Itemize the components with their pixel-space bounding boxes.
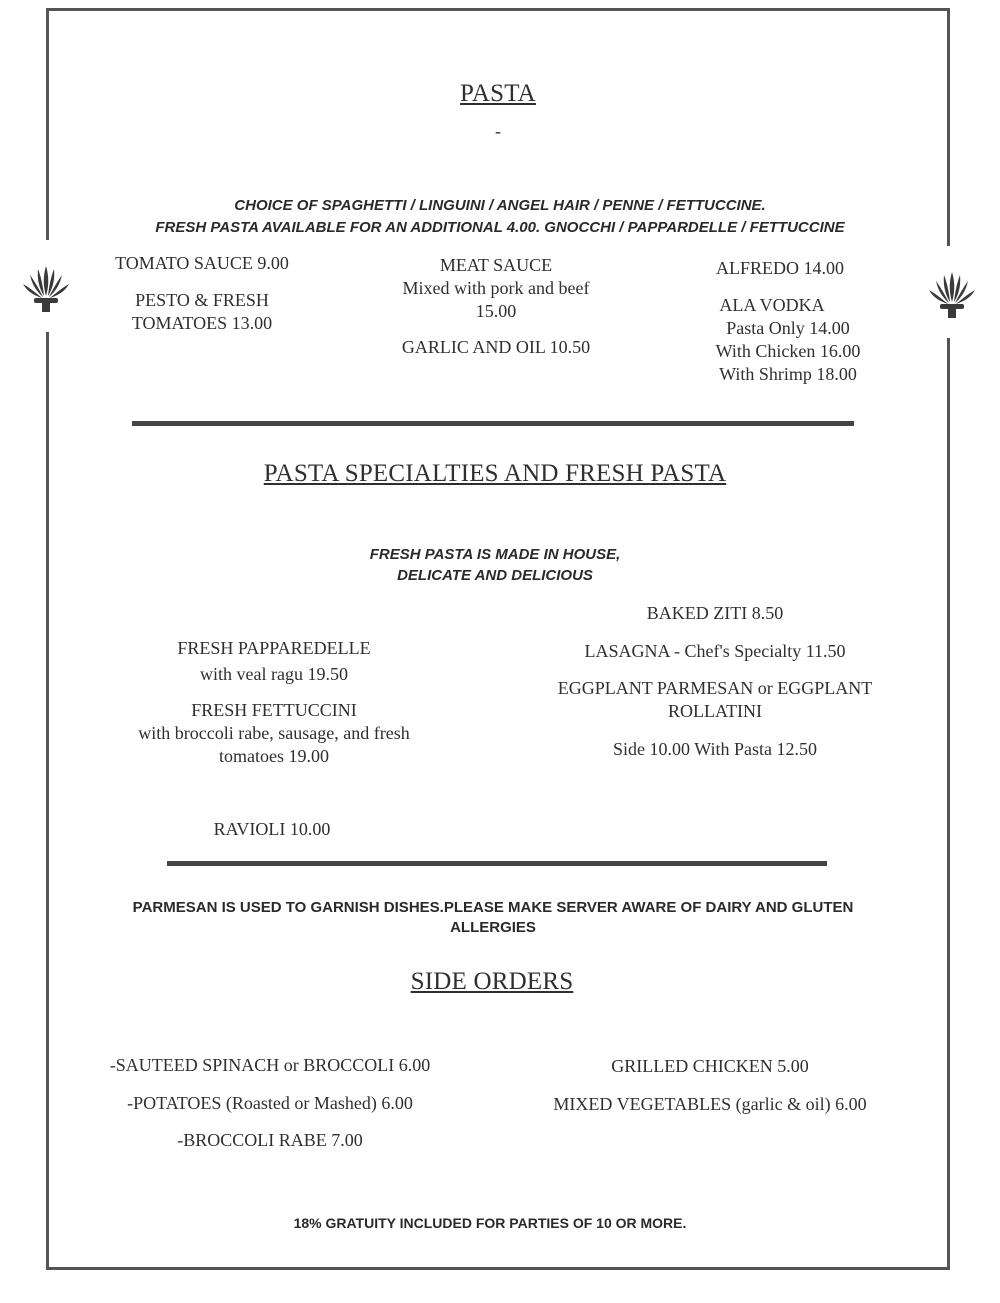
vodka-item: ALA VODKA [719, 295, 825, 315]
side-grilled-chicken: GRILLED CHICKEN 5.00 [611, 1056, 809, 1076]
side-broccoli-rabe: -BROCCOLI RABE 7.00 [177, 1130, 363, 1150]
side-potatoes: -POTATOES (Roasted or Mashed) 6.00 [127, 1093, 413, 1113]
fettuccini-desc-line1: with broccoli rabe, sausage, and fresh [138, 723, 410, 743]
tomato-sauce-item: TOMATO SAUCE 9.00 [115, 253, 289, 273]
fettuccini-desc-line2: tomatoes 19.00 [219, 746, 329, 766]
alfredo-item: ALFREDO 14.00 [715, 258, 844, 278]
meat-sauce-item: MEAT SAUCE [439, 255, 553, 275]
vodka-with-shrimp: With Shrimp 18.00 [719, 364, 857, 384]
ravioli-item: RAVIOLI 10.00 [213, 819, 331, 839]
gratuity-note: 18% GRATUITY INCLUDED FOR PARTIES OF 10 OR MORE. [293, 1215, 687, 1231]
allergy-note-line1: PARMESAN IS USED TO GARNISH DISHES.PLEASE MAKE SERVER AWARE OF DAIRY AND GLUTEN [132, 899, 854, 916]
section-divider [167, 861, 827, 866]
section-divider [132, 421, 854, 426]
eggplant-item-line2: ROLLATINI [668, 701, 762, 721]
fresh-pasta-note-line1: FRESH PASTA IS MADE IN HOUSE, [369, 546, 621, 563]
pasta-heading: PASTA [460, 80, 536, 107]
palmette-ornament-icon [924, 266, 980, 318]
side-spinach-broccoli: -SAUTEED SPINACH or BROCCOLI 6.00 [109, 1055, 431, 1075]
pappardelle-item: FRESH PAPPAREDELLE [177, 638, 371, 658]
meat-sauce-price: 15.00 [475, 301, 517, 321]
fresh-pasta-note-line2: DELICATE AND DELICIOUS [397, 567, 593, 584]
eggplant-item-line1: EGGPLANT PARMESAN or EGGPLANT [557, 678, 873, 698]
pesto-item-line1: PESTO & FRESH [135, 290, 269, 310]
vodka-with-chicken: With Chicken 16.00 [715, 341, 861, 361]
side-mixed-vegetables: MIXED VEGETABLES (garlic & oil) 6.00 [553, 1094, 867, 1114]
pasta-choice-line2: FRESH PASTA AVAILABLE FOR AN ADDITIONAL 4.00. GNOCCHI / PAPPARDELLE / FETTUCCINE [155, 219, 845, 236]
pasta-dash: - [495, 121, 501, 141]
pappardelle-desc: with veal ragu 19.50 [200, 664, 348, 684]
pesto-item-line2: TOMATOES 13.00 [131, 313, 273, 333]
allergy-note-line2: ALLERGIES [450, 919, 536, 936]
lasagna-item: LASAGNA - Chef's Specialty 11.50 [584, 641, 846, 661]
side-orders-heading: SIDE ORDERS [410, 968, 574, 995]
palmette-ornament-icon [18, 260, 74, 312]
fettuccini-item: FRESH FETTUCCINI [191, 700, 357, 720]
eggplant-price: Side 10.00 With Pasta 12.50 [613, 739, 817, 759]
meat-sauce-desc: Mixed with pork and beef [402, 278, 590, 298]
pasta-choice-line1: CHOICE OF SPAGHETTI / LINGUINI / ANGEL HAIR / PENNE / FETTUCCINE. [234, 197, 766, 214]
vodka-pasta-only: Pasta Only 14.00 [726, 318, 850, 338]
specialties-heading: PASTA SPECIALTIES AND FRESH PASTA [263, 460, 727, 487]
garlic-oil-item: GARLIC AND OIL 10.50 [401, 337, 591, 357]
baked-ziti-item: BAKED ZITI 8.50 [646, 603, 784, 623]
